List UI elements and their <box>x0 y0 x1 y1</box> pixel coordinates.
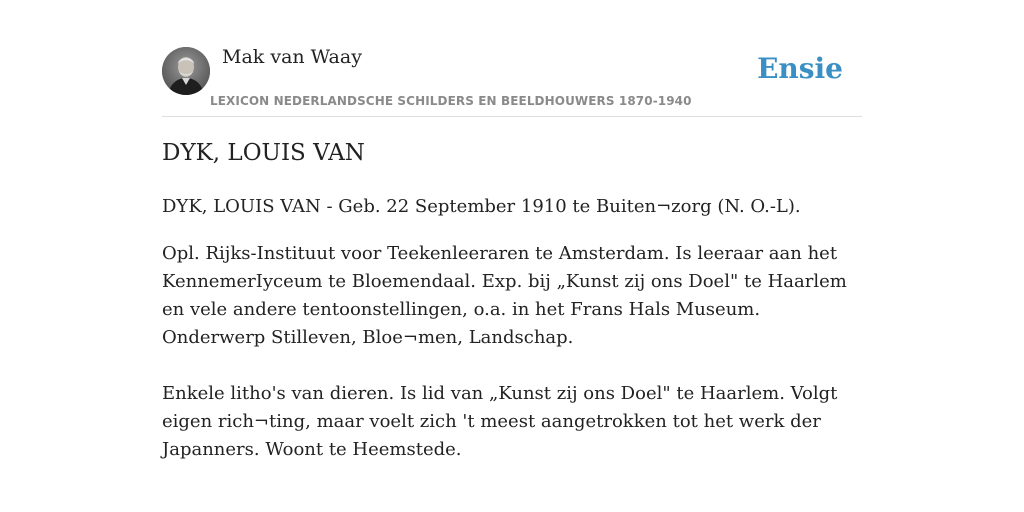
article-title: DYK, LOUIS VAN <box>162 140 365 166</box>
page-header <box>162 0 862 117</box>
author-portrait-icon <box>162 47 210 95</box>
article-paragraph-intro: DYK, LOUIS VAN - Geb. 22 September 1910 te Buiten¬zorg (N. O.-L). <box>162 196 801 217</box>
brand-logo[interactable]: Ensie <box>757 52 843 85</box>
author-avatar[interactable] <box>162 47 210 95</box>
article-body <box>162 193 862 483</box>
author-name[interactable]: Mak van Waay <box>222 46 362 68</box>
article-paragraph-work: Enkele litho's van dieren. Is lid van „Kunst zij ons Doel" te Haarlem. Volgt eigen rich¬ting, maar voelt zich 't meest aangetrokken tot het werk der Japanners. Woont te Heemstede. <box>162 383 838 460</box>
article-paragraph-education: Opl. Rijks-Instituut voor Teekenleeraren te Amsterdam. Is leeraar aan het KennemerIyceum te Bloemendaal. Exp. bij „Kunst zij ons Doel" te Haarlem en vele andere tentoonstellingen, o.a. in het Frans Hals Museum. Onderwerp Stilleven, Bloe¬men, Landschap. <box>162 243 847 348</box>
lexicon-title[interactable]: LEXICON NEDERLANDSCHE SCHILDERS EN BEELDHOUWERS 1870-1940 <box>210 94 692 108</box>
